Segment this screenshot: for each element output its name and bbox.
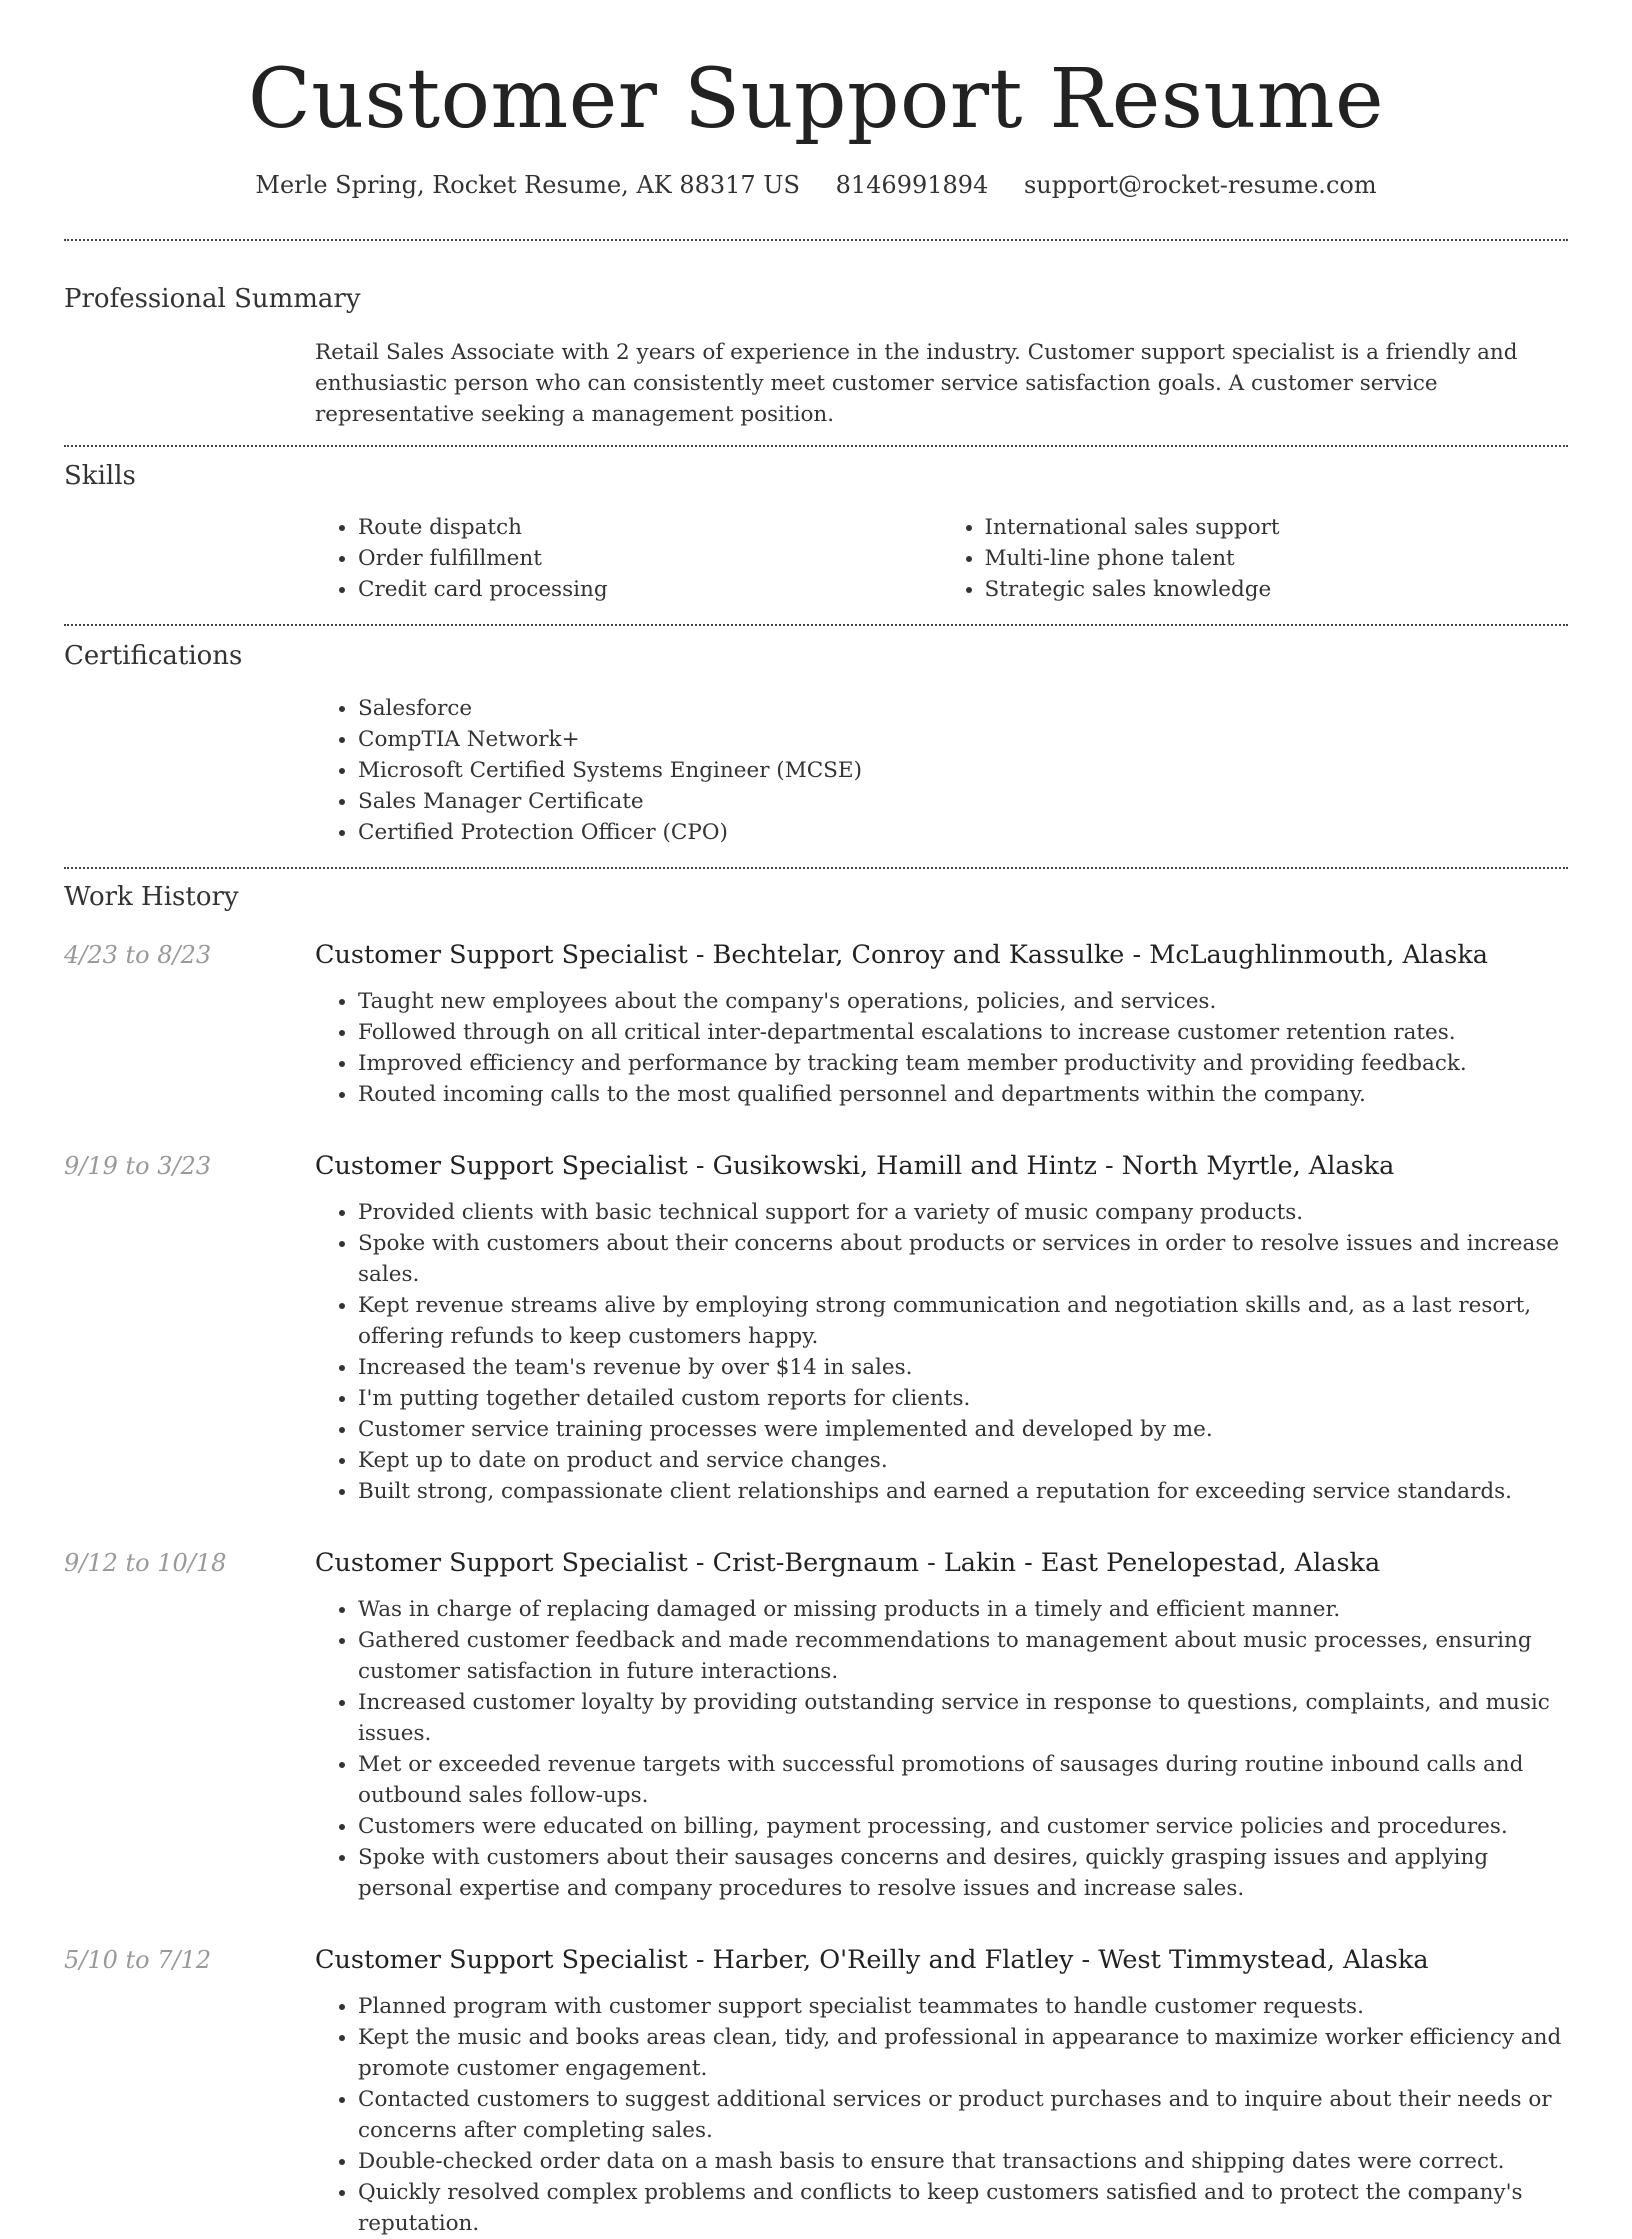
divider	[64, 445, 1568, 447]
skills-list-left	[315, 512, 942, 605]
skill-item: • International sales support	[985, 512, 1569, 543]
job-entry	[64, 1546, 1568, 1904]
job-dates: 4/23 to 8/23	[64, 941, 212, 969]
job-bullet: • Kept revenue streams alive by employing strong communication and negotiation skills and, as a last resort, offering refunds to keep customers happy.	[358, 1290, 1568, 1352]
resume-title: Customer Support Resume	[248, 52, 1384, 147]
job-bullet: • Gathered customer feedback and made recommendations to management about music processes, ensuring customer satisfaction in future interactions.	[358, 1625, 1568, 1687]
job-bullets	[315, 1197, 1568, 1507]
certifications-body	[315, 693, 1568, 848]
job-entry	[64, 1149, 1568, 1507]
job-title: Customer Support Specialist - Gusikowski, Hamill and Hintz - North Myrtle, Alaska	[315, 1151, 1395, 1181]
job-bullet: • Planned program with customer support specialist teammates to handle customer requests.	[358, 1991, 1568, 2022]
job-bullet: • I'm putting together detailed custom reports for clients.	[358, 1383, 1568, 1414]
job-bullet: • Was in charge of replacing damaged or missing products in a timely and efficient manner.	[358, 1594, 1568, 1625]
job-bullet: • Spoke with customers about their concerns about products or services in order to resolve issues and increase sales.	[358, 1228, 1568, 1290]
skill-item: • Route dispatch	[358, 512, 942, 543]
summary-text: Retail Sales Associate with 2 years of experience in the industry. Customer support specialist is a friendly and enthusiastic person who can consistently meet customer service satisfaction goals. A customer service representative seeking a management position.	[315, 340, 1518, 427]
summary-heading: Professional Summary	[64, 284, 361, 314]
job-bullet: • Routed incoming calls to the most qualified personnel and departments within the company.	[358, 1079, 1568, 1110]
job-bullets	[315, 986, 1568, 1110]
skills-heading: Skills	[64, 461, 136, 491]
job-bullet: • Taught new employees about the company's operations, policies, and services.	[358, 986, 1568, 1017]
job-bullets	[315, 1991, 1568, 2239]
job-bullet: • Customer service training processes were implemented and developed by me.	[358, 1414, 1568, 1445]
job-bullet: • Increased customer loyalty by providing outstanding service in response to questions, complaints, and music issues.	[358, 1687, 1568, 1749]
job-title: Customer Support Specialist - Bechtelar, Conroy and Kassulke - McLaughlinmouth, Alaska	[315, 940, 1488, 970]
certification-item: • Microsoft Certified Systems Engineer (MCSE)	[358, 755, 1568, 786]
certification-item: • CompTIA Network+	[358, 724, 1568, 755]
job-details	[315, 1149, 1568, 1507]
job-bullet: • Spoke with customers about their sausages concerns and desires, quickly grasping issues and applying personal expertise and company procedures to resolve issues and increase sales.	[358, 1842, 1568, 1904]
skill-item: • Strategic sales knowledge	[985, 574, 1569, 605]
divider	[64, 239, 1568, 241]
certification-item: • Sales Manager Certificate	[358, 786, 1568, 817]
job-bullets	[315, 1594, 1568, 1904]
contact-address: Merle Spring, Rocket Resume, AK 88317 US	[255, 171, 800, 199]
skills-columns	[315, 512, 1568, 605]
job-details	[315, 1546, 1568, 1904]
job-bullet: • Improved efficiency and performance by tracking team member productivity and providing feedback.	[358, 1048, 1568, 1079]
skill-item: • Multi-line phone talent	[985, 543, 1569, 574]
job-dates: 9/19 to 3/23	[64, 1152, 212, 1180]
job-bullet: • Met or exceeded revenue targets with successful promotions of sausages during routine inbound calls and outbound sales follow-ups.	[358, 1749, 1568, 1811]
job-bullet: • Kept the music and books areas clean, tidy, and professional in appearance to maximize worker efficiency and promote customer engagement.	[358, 2022, 1568, 2084]
job-bullet: • Increased the team's revenue by over $14 in sales.	[358, 1352, 1568, 1383]
job-bullet: • Provided clients with basic technical support for a variety of music company products.	[358, 1197, 1568, 1228]
certification-item: • Salesforce	[358, 693, 1568, 724]
job-dates: 5/10 to 7/12	[64, 1946, 212, 1974]
certifications-heading: Certifications	[64, 641, 243, 671]
job-bullet: • Followed through on all critical inter-departmental escalations to increase customer retention rates.	[358, 1017, 1568, 1048]
contact-email[interactable]: support@rocket-resume.com	[1023, 171, 1377, 199]
divider	[64, 867, 1568, 869]
job-bullet: • Customers were educated on billing, payment processing, and customer service policies and procedures.	[358, 1811, 1568, 1842]
job-details	[315, 938, 1568, 1110]
job-bullet: • Contacted customers to suggest additional services or product purchases and to inquire about their needs or concerns after completing sales.	[358, 2084, 1568, 2146]
job-title: Customer Support Specialist - Harber, O'Reilly and Flatley - West Timmystead, Alaska	[315, 1945, 1429, 1975]
skill-item: • Credit card processing	[358, 574, 942, 605]
skill-item: • Order fulfillment	[358, 543, 942, 574]
job-bullet: • Built strong, compassionate client relationships and earned a reputation for exceeding service standards.	[358, 1476, 1568, 1507]
contact-phone: 8146991894	[835, 171, 989, 199]
job-bullet: • Kept up to date on product and service changes.	[358, 1445, 1568, 1476]
job-entry	[64, 938, 1568, 1110]
divider	[64, 624, 1568, 626]
job-bullet: • Quickly resolved complex problems and conflicts to keep customers satisfied and to protect the company's reputation.	[358, 2177, 1568, 2239]
work-history-heading: Work History	[64, 882, 239, 912]
resume-page	[64, 0, 1568, 2239]
skills-list-right	[942, 512, 1569, 605]
job-details	[315, 1943, 1568, 2239]
job-title: Customer Support Specialist - Crist-Bergnaum - Lakin - East Penelopestad, Alaska	[315, 1548, 1381, 1578]
job-dates: 9/12 to 10/18	[64, 1549, 227, 1577]
certification-item: • Certified Protection Officer (CPO)	[358, 817, 1568, 848]
certifications-list	[315, 693, 1568, 848]
job-entry	[64, 1943, 1568, 2239]
contact-line	[64, 168, 1568, 202]
job-bullet: • Double-checked order data on a mash basis to ensure that transactions and shipping dates were correct.	[358, 2146, 1568, 2177]
